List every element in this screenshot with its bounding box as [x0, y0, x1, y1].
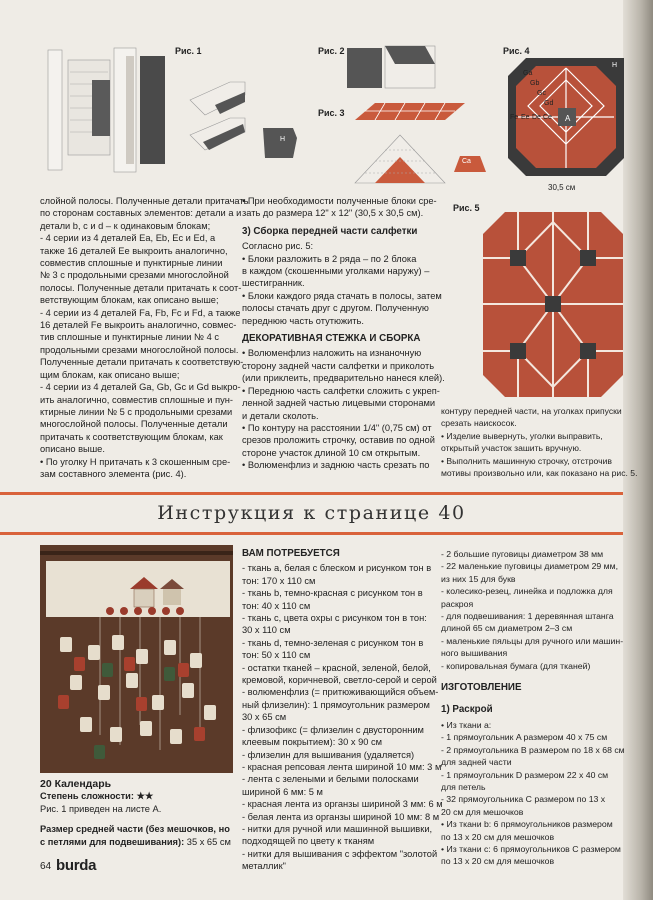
col3-line: открытый участок зашить вручную.: [441, 443, 582, 454]
cut-line: - 32 прямоугольника C размером по 13 x: [441, 794, 606, 805]
section3-line: в каждом (скошенными уголками наружу) –: [242, 266, 430, 277]
band-rule-bottom: [0, 532, 623, 535]
item-info: [40, 778, 231, 848]
label-ca: Ca: [462, 158, 471, 165]
section3-line: шестигранник.: [242, 278, 305, 289]
fig2-label: Рис. 2: [318, 46, 345, 56]
section3-line: Согласно рис. 5:: [242, 241, 314, 252]
fig4-label: Рис. 4: [503, 46, 530, 56]
fig4-letter-de: De: [532, 114, 541, 121]
col6-column: [441, 548, 625, 868]
col1-line: Полученные детали притачать к соответствую-: [40, 357, 244, 368]
pattern-note: Рис. 1 приведен на листе А.: [40, 803, 162, 814]
needs-title: ВАМ ПОТРЕБУЕТСЯ: [242, 548, 340, 559]
col1-line: слойной полосы. Полученные детали притачать: [40, 196, 249, 206]
fig4-letter-fe: Fe: [510, 114, 519, 121]
section4-body: [242, 347, 445, 471]
col1-line: - 4 серии из 4 деталей Ea, Eb, Ec и Ed, а: [40, 233, 216, 244]
col1-text: [40, 195, 249, 480]
fig1-diagram: [40, 42, 170, 177]
fig3-label: Рис. 3: [318, 108, 345, 118]
size-value: 35 x 65 см: [186, 836, 231, 847]
cut-title: 1) Раскрой: [441, 704, 493, 716]
fig4-letter-gc: Gc: [537, 90, 546, 97]
fig3-diagram: [345, 95, 475, 190]
col3-text: [441, 405, 637, 479]
col6-line: длиной 65 см диаметром 2–3 см: [441, 623, 573, 634]
needs-line: тон: 40 x 110 см: [242, 600, 311, 611]
section4-line: • Переднюю часть салфетки сложить с укреп-: [242, 385, 440, 396]
needs-line: - красная репсовая лента шириной 10 мм: 3 м: [242, 761, 442, 772]
col6-line: - для подвешивания: 1 деревянная штанга: [441, 611, 614, 622]
needs-line: - белая лента из органзы шириной 10 мм: 8 м: [242, 811, 440, 822]
fig4-size: 30,5 см: [548, 183, 576, 192]
needs-line: клеевым покрытием): 30 x 90 см: [242, 737, 383, 748]
section4-line: стороне участок длиной 10 см открытым.: [242, 447, 421, 458]
size-label: Размер средней части (без мешочков, но: [40, 824, 230, 835]
needs-line: 30 x 65 см: [242, 712, 287, 723]
col1-line: ктирные линии № 5 с продольными срезами: [40, 406, 233, 417]
cut-list: [441, 719, 625, 868]
section3-line: • Блоки разложить в 2 ряда – по 2 блока: [242, 253, 417, 264]
cut-line: • Из ткани c: 6 прямоугольников C размером: [441, 843, 621, 854]
needs-line: тон: 170 x 110 см: [242, 575, 316, 586]
cut-line: - 1 прямоугольник D размером 22 x 40 см: [441, 769, 609, 780]
difficulty-stars: ★★: [136, 791, 154, 802]
difficulty-label: Степень сложности:: [40, 791, 134, 802]
page-number: 64: [40, 861, 52, 872]
section4-line: • Волюменфлиз наложить на изнаночную: [242, 348, 422, 359]
fig1-label: Рис. 1: [175, 46, 202, 56]
needs-line: 30 x 110 см: [242, 625, 291, 636]
col6-line: из них 15 для букв: [441, 573, 516, 584]
cut-line: 20 см для мешочков: [441, 806, 524, 817]
cut-line: по 13 x 20 см для мешочков: [441, 831, 555, 842]
fig4-letter-gb: Gb: [530, 80, 540, 87]
cut-line: для петель: [441, 781, 486, 792]
col1-line: продольными срезами многослойной полосы.: [40, 344, 239, 355]
fig4-letter-h: H: [612, 62, 618, 69]
fig1-parts: [185, 80, 315, 170]
col6-line: - копировальная бумага (для тканей): [441, 660, 591, 671]
fig4-letter-ee: Ee: [521, 114, 530, 121]
band-rule-top: [0, 492, 623, 495]
section-band: [0, 492, 623, 536]
cut-line: для задней части: [441, 757, 512, 768]
col1-line: полосы. Полученные детали притачать к соот-: [40, 282, 242, 293]
needs-line: - флизелин для вышивания (удаляется): [242, 749, 415, 760]
needs-line: - ткань b, темно-красная с рисунком тон в: [242, 588, 423, 599]
col1-line: тив сплошные и пунктирные линии № 4 с: [40, 332, 220, 343]
fig5-label: Рис. 5: [453, 203, 480, 213]
burda-logo: burda: [56, 857, 97, 874]
section4-line: • По контуру на расстоянии 1/4" (0,75 см) от: [242, 422, 432, 433]
fig4-letter-a: A: [565, 114, 571, 123]
col1-line: детали b, c и d – к одинаковым блокам;: [40, 220, 211, 231]
col6-line: - колесико-резец, линейка и подложка для: [441, 586, 613, 597]
needs-line: - лента с зелеными и белыми полосками: [242, 774, 419, 785]
making-title: ИЗГОТОВЛЕНИЕ: [441, 682, 522, 694]
col1-line: щим блокам, как описано выше;: [40, 369, 180, 380]
col1-line: • По уголку H притачать к 3 скошенным сре-: [40, 456, 231, 467]
needs-column: [242, 548, 443, 873]
col1-line: ветствующим блокам, как описано выше;: [40, 295, 219, 306]
needs-list: [242, 562, 443, 872]
col1-line: многослойной полосы. Полученные детали: [40, 419, 228, 430]
col3-line: срезать наискосок.: [441, 418, 517, 429]
fig5-diagram: [483, 212, 623, 397]
fig4-letter-ce: Ce: [543, 114, 552, 121]
size-label-2: с петлями для подвешивания):: [40, 836, 185, 847]
band-title: Инструкция к странице 40: [157, 502, 466, 524]
col1-line: - 4 серии из 4 деталей Ga, Gb, Gc и Gd выкро-: [40, 382, 241, 393]
col2-intro-2: зать до размера 12" x 12" (30,5 x 30,5 см).: [242, 208, 424, 219]
calendar-photo: [40, 545, 233, 773]
col6-line: раскроя: [441, 598, 474, 609]
cut-line: • Из ткани a:: [441, 719, 492, 730]
needs-line: - волюменфлиз (= притюживающийся объем-: [242, 687, 439, 698]
section4-line: и детали сколоть.: [242, 410, 319, 421]
col1-line: зам составного элемента (рис. 4).: [40, 468, 187, 479]
fig4-letter-ga: Ga: [523, 70, 533, 77]
section3-line: переднюю часть отутюжить.: [242, 315, 364, 326]
section4-title: ДЕКОРАТИВНАЯ СТЕЖКА И СБОРКА: [242, 333, 421, 345]
section3-line: полосы стачать друг с другом. Полученную: [242, 303, 429, 314]
needs-line: подходящей по цвету к тканям: [242, 836, 375, 847]
col3-line: • Изделие вывернуть, уголки выправить,: [441, 430, 603, 441]
col6-line: - 2 большие пуговицы диаметром 38 мм: [441, 549, 604, 559]
needs-line: - остатки тканей – красной, зеленой, белой,: [242, 662, 431, 673]
col3-line: контуру передней части, на уголках припуски: [441, 406, 622, 416]
col1-line: притачать к соответствующим блокам, как: [40, 431, 223, 442]
fig2-diagram: [345, 42, 445, 92]
col6-line: - маленькие пяльцы для ручного или машин-: [441, 635, 624, 646]
calendar-photo-art: [40, 545, 233, 773]
cut-line: - 1 прямоугольник A размером 40 x 75 см: [441, 732, 608, 743]
section4-line: сторону задней части салфетки и приколоть: [242, 360, 435, 371]
col1-line: - 4 серии из 4 деталей Fa, Fb, Fc и Fd, а также: [40, 307, 241, 318]
section4-line: срезов проложить строчку, оставив по одной: [242, 435, 435, 446]
needs-line: - ткань a, белая с блеском и рисунком тон в: [242, 563, 432, 574]
needs-line: - ткань d, темно-зеленая с рисунком тон в: [242, 637, 424, 648]
col1-line: по сторонам составных элементов: детали a и: [40, 208, 242, 219]
col6-list: [441, 548, 625, 672]
section4-line: ленной задней частью лицевыми сторонами: [242, 398, 436, 409]
section3-body: [242, 240, 445, 327]
col1-line: совместив сплошные и пунктирные линии: [40, 258, 223, 269]
label-h: H: [280, 136, 286, 143]
needs-line: - ткань c, цвета охры с рисунком тон в тон:: [242, 613, 427, 624]
needs-line: - нитки для ручной или машинной вышивки,: [242, 823, 433, 834]
fig4-letter-gd: Gd: [544, 100, 554, 107]
col1-line: описано выше.: [40, 444, 105, 455]
section4-line: (или приклеить, предварительно нанеся клей).: [242, 373, 445, 384]
col2-intro-1: • При необходимости полученные блоки сре-: [242, 196, 437, 206]
cut-line: - 2 прямоугольника B размером по 18 x 68 см: [441, 744, 625, 755]
needs-line: металлик": [242, 861, 286, 872]
col1-line: 16 деталей Fe выкроить аналогично, совмес-: [40, 320, 237, 331]
needs-line: кремовой, коричневой, светло-серой и серой: [242, 675, 437, 686]
col1-line: также 16 деталей Ee выкроить аналогично,: [40, 245, 228, 256]
col3-line: мотивы произвольно или, как показано на рис. 5.: [441, 468, 638, 479]
item-title: 20 Календарь: [40, 778, 112, 790]
col6-line: ного вышивания: [441, 648, 508, 659]
col6-line: - 22 маленькие пуговицы диаметром 29 мм,: [441, 561, 619, 572]
col2-text: [242, 195, 445, 472]
section4-line: • Волюменфлиз и заднюю часть срезать по: [242, 460, 430, 471]
needs-line: тон: 50 x 110 см: [242, 650, 311, 661]
cut-line: по 13 x 20 см для мешочков: [441, 856, 555, 867]
section3-line: • Блоки каждого ряда стачать в полосы, затем: [242, 290, 442, 301]
needs-line: шириной 6 мм: 5 м: [242, 786, 323, 797]
col1-line: ить аналогично, совместив сплошные и пун-: [40, 394, 233, 405]
needs-line: ный флизелин): 1 прямоугольник размером: [242, 699, 430, 710]
col3-line: • Выполнить машинную строчку, отстрочив: [441, 455, 612, 466]
section3-title: 3) Сборка передней части салфетки: [242, 225, 418, 237]
needs-line: - флизофикс (= флизелин с двусторонним: [242, 724, 424, 735]
needs-line: - красная лента из органзы шириной 3 мм: 6 м: [242, 799, 443, 810]
needs-line: - нитки для вышивания с эффектом "золотой: [242, 848, 438, 859]
col1-line: № 3 с продольными срезами многослойной: [40, 270, 229, 281]
cut-line: • Из ткани b: 6 прямоугольников размером: [441, 819, 613, 830]
